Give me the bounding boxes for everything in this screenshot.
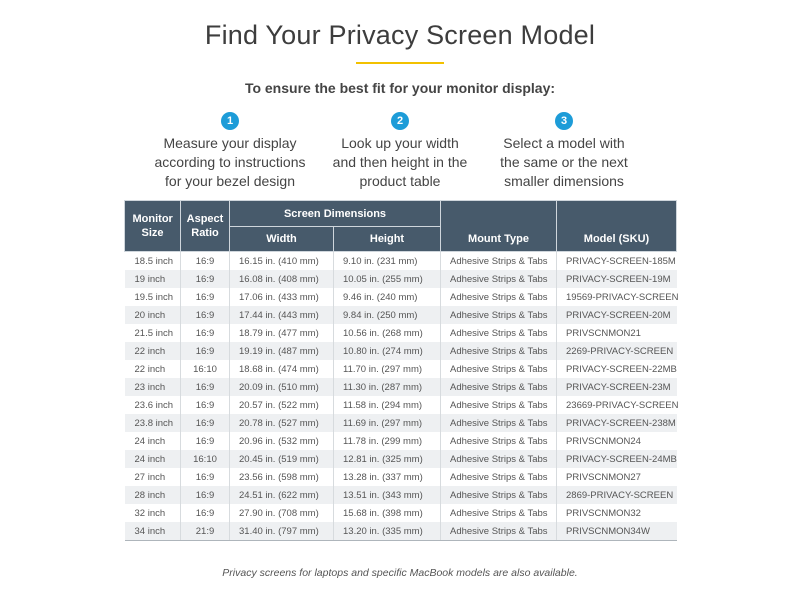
height-cell: 11.70 in. (297 mm) bbox=[334, 360, 441, 378]
mount-type-cell: Adhesive Strips & Tabs bbox=[441, 270, 557, 288]
header-width: Width bbox=[230, 227, 334, 252]
model-sku-cell: 23669-PRIVACY-SCREEN bbox=[557, 396, 677, 414]
aspect-ratio-cell: 16:10 bbox=[181, 450, 230, 468]
model-sku-cell: PRIVACY-SCREEN-20M bbox=[557, 306, 677, 324]
aspect-ratio-cell: 16:9 bbox=[181, 288, 230, 306]
height-cell: 10.05 in. (255 mm) bbox=[334, 270, 441, 288]
aspect-ratio-cell: 16:10 bbox=[181, 360, 230, 378]
height-cell: 9.46 in. (240 mm) bbox=[334, 288, 441, 306]
height-cell: 11.30 in. (287 mm) bbox=[334, 378, 441, 396]
mount-type-cell: Adhesive Strips & Tabs bbox=[441, 468, 557, 486]
mount-type-cell: Adhesive Strips & Tabs bbox=[441, 324, 557, 342]
table-row bbox=[125, 468, 677, 486]
title-underline bbox=[356, 62, 444, 64]
mount-type-cell: Adhesive Strips & Tabs bbox=[441, 378, 557, 396]
model-sku-cell: PRIVACY-SCREEN-23M bbox=[557, 378, 677, 396]
table-body bbox=[125, 252, 677, 541]
height-cell: 11.78 in. (299 mm) bbox=[334, 432, 441, 450]
model-sku-cell: PRIVSCNMON24 bbox=[557, 432, 677, 450]
mount-type-cell: Adhesive Strips & Tabs bbox=[441, 432, 557, 450]
mount-type-cell: Adhesive Strips & Tabs bbox=[441, 522, 557, 541]
step-1 bbox=[140, 112, 320, 191]
width-cell: 18.79 in. (477 mm) bbox=[230, 324, 334, 342]
step-2-text: Look up your width and then height in the product table bbox=[332, 135, 468, 189]
monitor-size-cell: 24 inch bbox=[125, 450, 181, 468]
aspect-ratio-cell: 16:9 bbox=[181, 486, 230, 504]
width-cell: 24.51 in. (622 mm) bbox=[230, 486, 334, 504]
table-row bbox=[125, 486, 677, 504]
mount-type-cell: Adhesive Strips & Tabs bbox=[441, 396, 557, 414]
header-mount-type: Mount Type bbox=[441, 201, 557, 252]
mount-type-cell: Adhesive Strips & Tabs bbox=[441, 504, 557, 522]
table-row bbox=[125, 450, 677, 468]
height-cell: 11.58 in. (294 mm) bbox=[334, 396, 441, 414]
width-cell: 20.09 in. (510 mm) bbox=[230, 378, 334, 396]
width-cell: 20.78 in. (527 mm) bbox=[230, 414, 334, 432]
step-1-text: Measure your display according to instructions for your bezel design bbox=[154, 135, 306, 189]
table-row bbox=[125, 396, 677, 414]
monitor-size-cell: 22 inch bbox=[125, 342, 181, 360]
height-cell: 10.80 in. (274 mm) bbox=[334, 342, 441, 360]
width-cell: 20.57 in. (522 mm) bbox=[230, 396, 334, 414]
monitor-size-cell: 24 inch bbox=[125, 432, 181, 450]
model-sku-cell: PRIVACY-SCREEN-24MB bbox=[557, 450, 677, 468]
aspect-ratio-cell: 16:9 bbox=[181, 252, 230, 271]
mount-type-cell: Adhesive Strips & Tabs bbox=[441, 450, 557, 468]
width-cell: 27.90 in. (708 mm) bbox=[230, 504, 334, 522]
mount-type-cell: Adhesive Strips & Tabs bbox=[441, 288, 557, 306]
model-sku-cell: PRIVSCNMON34W bbox=[557, 522, 677, 541]
header-aspect-ratio bbox=[181, 201, 230, 252]
step-3-text: Select a model with the same or the next smaller dimensions bbox=[500, 135, 628, 189]
mount-type-cell: Adhesive Strips & Tabs bbox=[441, 252, 557, 271]
width-cell: 20.96 in. (532 mm) bbox=[230, 432, 334, 450]
header-monitor-size-label: Monitor Size bbox=[132, 213, 173, 239]
monitor-size-cell: 22 inch bbox=[125, 360, 181, 378]
monitor-size-cell: 21.5 inch bbox=[125, 324, 181, 342]
page-title: Find Your Privacy Screen Model bbox=[204, 20, 596, 50]
mount-type-cell: Adhesive Strips & Tabs bbox=[441, 306, 557, 324]
model-sku-cell: 2869-PRIVACY-SCREEN bbox=[557, 486, 677, 504]
step-2-badge: 2 bbox=[391, 112, 409, 130]
aspect-ratio-cell: 16:9 bbox=[181, 306, 230, 324]
aspect-ratio-cell: 16:9 bbox=[181, 468, 230, 486]
model-sku-cell: PRIVSCNMON21 bbox=[557, 324, 677, 342]
table-row bbox=[125, 378, 677, 396]
height-cell: 9.10 in. (231 mm) bbox=[334, 252, 441, 271]
table-row bbox=[125, 522, 677, 541]
model-sku-cell: 19569-PRIVACY-SCREEN bbox=[557, 288, 677, 306]
aspect-ratio-cell: 16:9 bbox=[181, 342, 230, 360]
aspect-ratio-cell: 16:9 bbox=[181, 270, 230, 288]
table-row bbox=[125, 414, 677, 432]
height-cell: 13.28 in. (337 mm) bbox=[334, 468, 441, 486]
mount-type-cell: Adhesive Strips & Tabs bbox=[441, 360, 557, 378]
width-cell: 17.06 in. (433 mm) bbox=[230, 288, 334, 306]
step-3 bbox=[474, 112, 654, 191]
page-subtitle: To ensure the best fit for your monitor display: bbox=[244, 80, 556, 96]
monitor-size-cell: 28 inch bbox=[125, 486, 181, 504]
monitor-size-cell: 19 inch bbox=[125, 270, 181, 288]
step-1-badge: 1 bbox=[221, 112, 239, 130]
privacy-screen-table bbox=[124, 200, 677, 541]
aspect-ratio-cell: 16:9 bbox=[181, 378, 230, 396]
aspect-ratio-cell: 16:9 bbox=[181, 396, 230, 414]
monitor-size-cell: 27 inch bbox=[125, 468, 181, 486]
monitor-size-cell: 20 inch bbox=[125, 306, 181, 324]
instruction-steps bbox=[0, 112, 800, 192]
table-row bbox=[125, 432, 677, 450]
model-sku-cell: PRIVACY-SCREEN-238M bbox=[557, 414, 677, 432]
table-row bbox=[125, 306, 677, 324]
monitor-size-cell: 19.5 inch bbox=[125, 288, 181, 306]
aspect-ratio-cell: 16:9 bbox=[181, 432, 230, 450]
model-sku-cell: PRIVACY-SCREEN-22MB bbox=[557, 360, 677, 378]
step-3-badge: 3 bbox=[555, 112, 573, 130]
height-cell: 10.56 in. (268 mm) bbox=[334, 324, 441, 342]
model-sku-cell: PRIVSCNMON27 bbox=[557, 468, 677, 486]
model-sku-cell: PRIVACY-SCREEN-19M bbox=[557, 270, 677, 288]
aspect-ratio-cell: 16:9 bbox=[181, 504, 230, 522]
mount-type-cell: Adhesive Strips & Tabs bbox=[441, 486, 557, 504]
table-row bbox=[125, 342, 677, 360]
width-cell: 16.15 in. (410 mm) bbox=[230, 252, 334, 271]
table-row bbox=[125, 252, 677, 271]
width-cell: 23.56 in. (598 mm) bbox=[230, 468, 334, 486]
header-model-sku: Model (SKU) bbox=[557, 201, 677, 252]
model-sku-cell: PRIVACY-SCREEN-185M bbox=[557, 252, 677, 271]
monitor-size-cell: 34 inch bbox=[125, 522, 181, 541]
table-row bbox=[125, 288, 677, 306]
width-cell: 16.08 in. (408 mm) bbox=[230, 270, 334, 288]
footnote: Privacy screens for laptops and specific MacBook models are also available. bbox=[222, 567, 578, 579]
header-height: Height bbox=[334, 227, 441, 252]
table-row bbox=[125, 270, 677, 288]
table-row bbox=[125, 504, 677, 522]
monitor-size-cell: 23.8 inch bbox=[125, 414, 181, 432]
height-cell: 11.69 in. (297 mm) bbox=[334, 414, 441, 432]
width-cell: 31.40 in. (797 mm) bbox=[230, 522, 334, 541]
width-cell: 18.68 in. (474 mm) bbox=[230, 360, 334, 378]
step-2 bbox=[310, 112, 490, 191]
height-cell: 15.68 in. (398 mm) bbox=[334, 504, 441, 522]
aspect-ratio-cell: 16:9 bbox=[181, 324, 230, 342]
mount-type-cell: Adhesive Strips & Tabs bbox=[441, 414, 557, 432]
height-cell: 13.20 in. (335 mm) bbox=[334, 522, 441, 541]
width-cell: 20.45 in. (519 mm) bbox=[230, 450, 334, 468]
aspect-ratio-cell: 21:9 bbox=[181, 522, 230, 541]
monitor-size-cell: 23.6 inch bbox=[125, 396, 181, 414]
height-cell: 13.51 in. (343 mm) bbox=[334, 486, 441, 504]
mount-type-cell: Adhesive Strips & Tabs bbox=[441, 342, 557, 360]
monitor-size-cell: 18.5 inch bbox=[125, 252, 181, 271]
header-screen-dimensions: Screen Dimensions bbox=[230, 201, 441, 227]
model-sku-cell: PRIVSCNMON32 bbox=[557, 504, 677, 522]
header-aspect-ratio-label: Aspect Ratio bbox=[186, 213, 224, 239]
height-cell: 12.81 in. (325 mm) bbox=[334, 450, 441, 468]
width-cell: 17.44 in. (443 mm) bbox=[230, 306, 334, 324]
aspect-ratio-cell: 16:9 bbox=[181, 414, 230, 432]
monitor-size-cell: 23 inch bbox=[125, 378, 181, 396]
table-row bbox=[125, 360, 677, 378]
width-cell: 19.19 in. (487 mm) bbox=[230, 342, 334, 360]
monitor-size-cell: 32 inch bbox=[125, 504, 181, 522]
model-sku-cell: 2269-PRIVACY-SCREEN bbox=[557, 342, 677, 360]
table-row bbox=[125, 324, 677, 342]
header-monitor-size bbox=[125, 201, 181, 252]
height-cell: 9.84 in. (250 mm) bbox=[334, 306, 441, 324]
